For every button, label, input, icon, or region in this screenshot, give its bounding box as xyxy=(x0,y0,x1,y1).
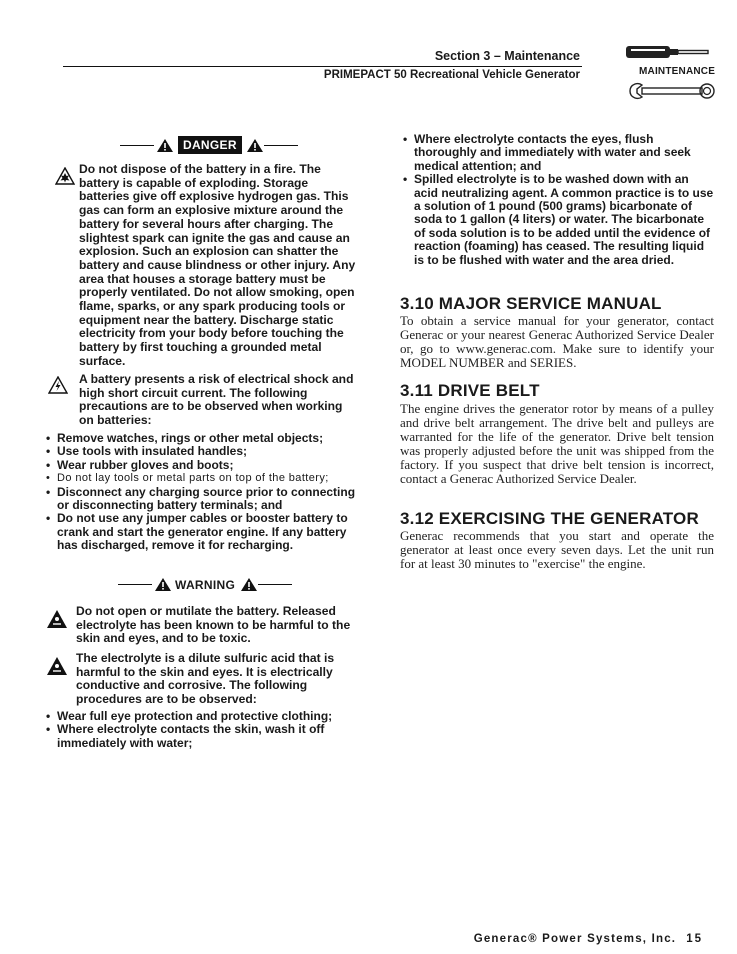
screwdriver-icon xyxy=(625,43,711,63)
list-item: • Remove watches, rings or other metal objects; xyxy=(44,432,366,445)
corrosive-hazard-icon xyxy=(46,656,68,676)
page-number: 15 xyxy=(686,933,703,945)
maintenance-side-label: MAINTENANCE xyxy=(639,66,716,77)
rule-line xyxy=(264,145,298,146)
shock-paragraph: A battery presents a risk of electrical shock and high short circuit current. The following precautions are to be observed when working on batteries: xyxy=(79,372,354,428)
danger-header xyxy=(120,136,298,154)
electrolyte-precautions-list-continued xyxy=(401,133,714,267)
page-footer xyxy=(474,933,703,945)
list-item: • Wear rubber gloves and boots; xyxy=(44,459,366,472)
wrench-icon xyxy=(628,80,716,102)
list-item: • Disconnect any charging source prior to connecting or disconnecting battery terminals; and xyxy=(44,486,366,513)
section-heading-3-12: 3.12 EXERCISING THE GENERATOR xyxy=(400,509,699,528)
corrosive-hazard-icon xyxy=(46,609,68,629)
explosion-hazard-icon xyxy=(55,167,75,185)
warning-triangle-icon xyxy=(154,577,172,592)
header-product-title: PRIMEPACT 50 Recreational Vehicle Generator xyxy=(323,69,580,81)
electrolyte-precautions-list xyxy=(44,710,366,750)
list-item: • Do not use any jumper cables or booster battery to crank and start the generator engine. If any battery has discharged, remove it for recharging. xyxy=(44,512,366,552)
rule-line xyxy=(118,584,152,585)
rule-line xyxy=(258,584,292,585)
header-rule xyxy=(63,66,582,67)
warning-triangle-icon xyxy=(240,577,258,592)
list-item: • Wear full eye protection and protective clothing; xyxy=(44,710,366,723)
warning-triangle-icon xyxy=(156,138,174,153)
list-item: • Do not lay tools or metal parts on top of the battery; xyxy=(44,472,366,485)
header-section-title: Section 3 – Maintenance xyxy=(434,49,580,63)
list-item: • Where electrolyte contacts the skin, wash it off immediately with water; xyxy=(44,723,366,750)
warning-label: WARNING xyxy=(175,577,236,592)
electrolyte-paragraph: The electrolyte is a dilute sulfuric acid that is harmful to the skin and eyes. It is electrically conductive and corrosive. The following procedures are to be observed: xyxy=(76,651,335,707)
section-heading-3-10: 3.10 MAJOR SERVICE MANUAL xyxy=(400,294,662,313)
danger-explosion-paragraph: Do not dispose of the battery in a fire. The battery is capable of exploding. Storage batteries give off explosive hydrogen gas. This gas can form an explosive mixture around the battery for several hours after charging. The slightest spark can ignite the gas and cause an explosion. Such an explosion can shatter the battery and cause blindness or other injury. Any area that houses a storage battery must be properly ventilated. Do not allow smoking, open flame, sparks, or any spark producing tools or equipment near the battery. Discharge static electricity from your body before touching the battery by first touching a grounded metal surface. xyxy=(79,162,356,368)
section-body-3-12: Generac recommends that you start and operate the generator at least once every seven days. Let the unit run for at least 30 minutes to "exercise" the engine. xyxy=(400,528,714,571)
section-body-3-11: The engine drives the generator rotor by means of a pulley and drive belt arrangement. The drive belt and pulleys are warranted for the life of the generator. Drive belt tension was properly adjusted before the unit was shipped from the factory. If you suspect that drive belt tension is incorrect, contact a Generac Authorized Service Dealer. xyxy=(400,401,714,486)
warning-header xyxy=(118,577,292,592)
section-heading-3-11: 3.11 DRIVE BELT xyxy=(400,381,540,400)
warning-triangle-icon xyxy=(246,138,264,153)
footer-company: Generac® Power Systems, Inc. xyxy=(473,933,677,945)
battery-precautions-list xyxy=(44,432,366,553)
list-item: • Where electrolyte contacts the eyes, flush thoroughly and immediately with water and seek medical attention; and xyxy=(401,133,714,173)
list-item: • Use tools with insulated handles; xyxy=(44,445,366,458)
electric-shock-icon xyxy=(48,376,68,394)
list-item: • Spilled electrolyte is to be washed down with an acid neutralizing agent. A common practice is to use a solution of 1 pound (500 grams) bicarbonate of soda to 1 gallon (4 liters) or water. The bicarbonate of soda solution is to be added until the evidence of reaction (foaming) has ceased. The resulting liquid is to be flushed with water and the area dried. xyxy=(401,173,714,267)
warning-mutilate-paragraph: Do not open or mutilate the battery. Released electrolyte has been known to be harmful to the skin and eyes, and to be toxic. xyxy=(76,604,351,646)
section-body-3-10: To obtain a service manual for your generator, contact Generac or your nearest Generac Authorized Service Dealer or, go to www.generac.com. Make sure to identify your MODEL NUMBER and SERIES. xyxy=(400,313,714,370)
danger-label: DANGER xyxy=(178,136,242,154)
rule-line xyxy=(120,145,154,146)
